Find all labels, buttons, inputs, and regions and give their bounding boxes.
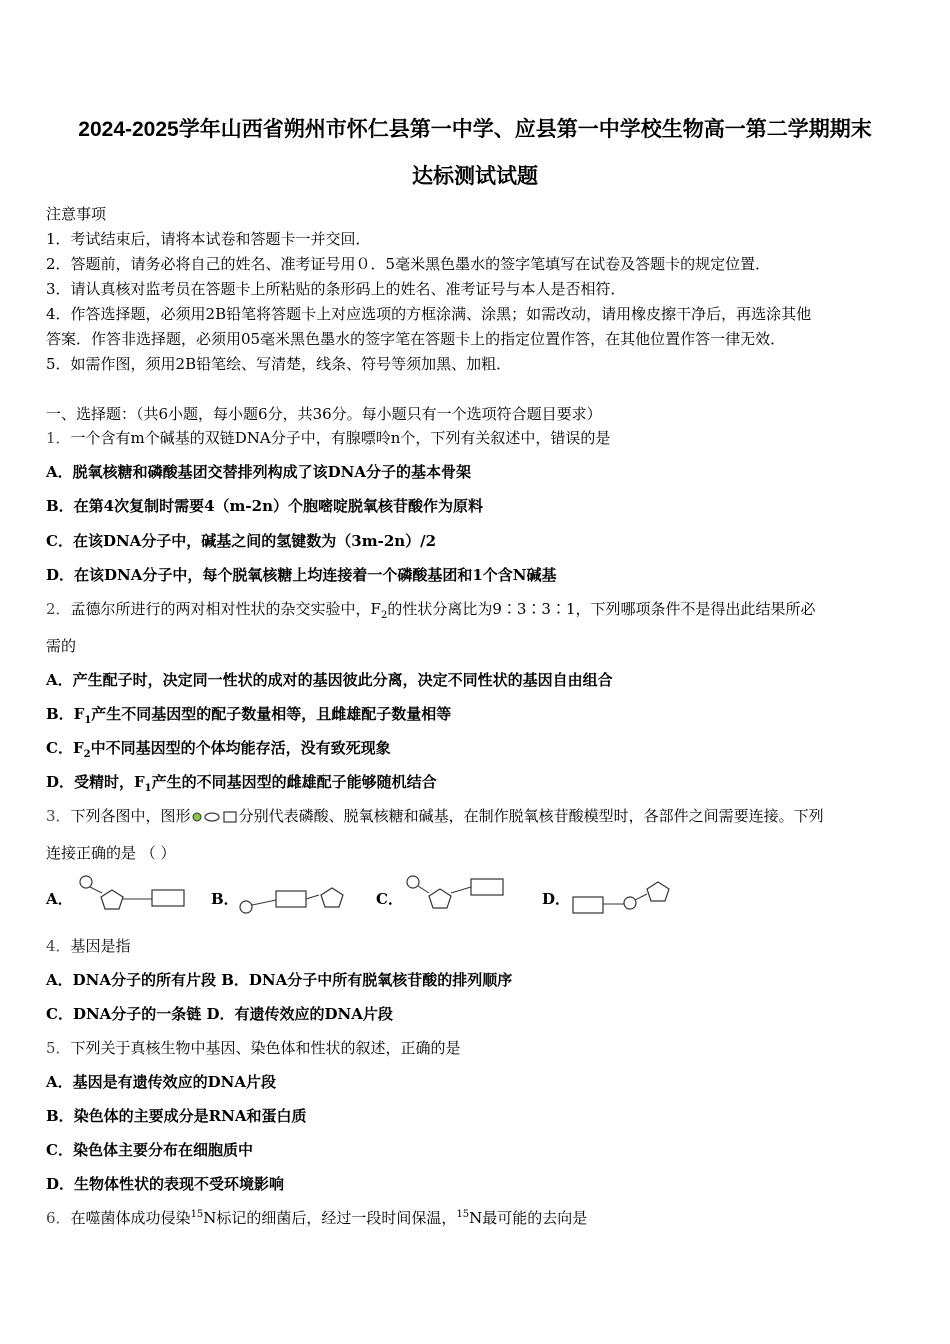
question-number: 1．: [46, 429, 71, 447]
subscript: 1: [84, 715, 92, 726]
q2-option-a: A．产生配子时，决定同一性状的成对的基因彼此分离，决定不同性状的基因自由组合: [46, 671, 613, 689]
q3-option-c-label: C．: [376, 890, 403, 908]
question-number: 3．: [46, 807, 71, 825]
option-text: C．F: [46, 739, 84, 757]
option-text: B．F: [46, 705, 85, 723]
subscript: 1: [144, 783, 152, 794]
notice-heading: 注意事项: [46, 205, 107, 223]
option-text: 产生不同基因型的配子数量相等，且雌雄配子数量相等: [91, 705, 452, 723]
question-4-stem: [46, 935, 131, 956]
q1-option-d: D．在该DNA分子中，每个脱氧核糖上均连接着一个磷酸基团和1个含N碱基: [46, 566, 557, 584]
question-text: 孟德尔所进行的两对相对性状的杂交实验中，F: [70, 600, 381, 618]
q3-option-a-figure: [74, 873, 194, 918]
notice-item: 2．答题前，请务必将自己的姓名、准考证号用０．5毫米黑色墨水的签字笔填写在试卷及答题卡的规定位置．: [46, 255, 771, 273]
question-text: 分别代表磷酸、脱氧核糖和碱基，在制作脱氧核苷酸模型时，各部件之间需要连接。下列: [238, 807, 824, 825]
q3-option-b-figure: [236, 873, 356, 918]
q2-option-b: [46, 703, 451, 726]
question-number: 2．: [46, 600, 71, 618]
question-text: 的性状分离比为9∶3∶3∶1，下列哪项条件不是得出此结果所必: [387, 600, 816, 618]
option-text: 中不同基因型的个体均能存活，没有致死现象: [90, 739, 391, 757]
question-6-stem: [46, 1207, 587, 1228]
question-text: 下列关于真核生物中基因、染色体和性状的叙述，正确的是: [70, 1039, 461, 1057]
question-2-stem-cont: 需的: [46, 637, 77, 655]
q2-option-c: [46, 737, 391, 760]
exam-title-line1: 2024-2025学年山西省朔州市怀仁县第一中学、应县第一中学校生物高一第二学期期末: [78, 118, 872, 141]
notice-item: 4．作答选择题，必须用2B铅笔将答题卡上对应选项的方框涂满、涂黑；如需改动，请用橡皮擦干净后，再选涂其他: [46, 305, 812, 323]
question-number: 6．: [46, 1209, 71, 1227]
question-number: 5．: [46, 1039, 71, 1057]
question-text: N最可能的去向是: [469, 1209, 588, 1227]
option-text: 产生的不同基因型的雌雄配子能够随机结合: [151, 773, 437, 791]
q3-figure-options: [46, 873, 696, 918]
question-5-stem: [46, 1037, 461, 1058]
question-3-stem: [46, 805, 824, 826]
notice-item: 答案．作答非选择题，必须用05毫米黑色墨水的签字笔在答题卡上的指定位置作答，在其他位置作答一律无效．: [46, 330, 786, 348]
question-2-stem: [46, 598, 816, 621]
notice-item: 1．考试结束后，请将本试卷和答题卡一并交回．: [46, 230, 371, 248]
q4-options-ab: A．DNA分子的所有片段 B．DNA分子中所有脱氧核苷酸的排列顺序: [46, 971, 513, 989]
q5-option-b: B．染色体的主要成分是RNA和蛋白质: [46, 1107, 307, 1125]
q4-options-cd: C．DNA分子的一条链 D．有遗传效应的DNA片段: [46, 1005, 393, 1023]
q1-option-b: B．在第4次复制时需要4（m-2n）个胞嘧啶脱氧核苷酸作为原料: [46, 497, 483, 515]
q3-option-c-figure: [401, 873, 521, 918]
q1-option-c: C．在该DNA分子中，碱基之间的氢键数为（3m-2n）/2: [46, 532, 437, 550]
question-text: N标记的细菌后，经过一段时间保温，: [203, 1209, 457, 1227]
legend-shapes-icon: [191, 810, 239, 824]
notice-item: 5．如需作图，须用2B铅笔绘、写清楚，线条、符号等须加黑、加粗．: [46, 355, 512, 373]
superscript: 15: [456, 1209, 470, 1220]
q3-option-a-label: A．: [46, 890, 73, 908]
question-text: 一个含有m个碱基的双链DNA分子中，有腺嘌呤n个，下列有关叙述中，错误的是: [70, 429, 611, 447]
q3-option-b-label: B．: [211, 890, 239, 908]
q3-option-d-label: D．: [542, 890, 571, 908]
question-number: 4．: [46, 937, 71, 955]
question-text: 下列各图中，图形: [70, 807, 191, 825]
q1-option-a: A．脱氧核糖和磷酸基团交替排列构成了该DNA分子的基本骨架: [46, 463, 471, 481]
question-text: 在噬菌体成功侵染: [70, 1209, 191, 1227]
exam-title-line2: 达标测试试题: [412, 165, 538, 188]
q5-option-a: A．基因是有遗传效应的DNA片段: [46, 1073, 276, 1091]
section-heading: 一、选择题：（共6小题，每小题6分，共36分。每小题只有一个选项符合题目要求）: [46, 405, 602, 423]
option-text: D．受精时，F: [46, 773, 145, 791]
question-text: 基因是指: [70, 937, 131, 955]
subscript: 2: [83, 749, 91, 760]
question-3-stem-cont: 连接正确的是 （ ）: [46, 844, 176, 862]
notice-item: 3．请认真核对监考员在答题卡上所粘贴的条形码上的姓名、准考证号与本人是否相符．: [46, 280, 626, 298]
question-1-stem: [46, 427, 610, 448]
q2-option-d: [46, 771, 437, 794]
superscript: 15: [190, 1209, 204, 1220]
q5-option-c: C．染色体主要分布在细胞质中: [46, 1141, 253, 1159]
q3-option-d-figure: [569, 873, 699, 918]
q5-option-d: D．生物体性状的表现不受环境影响: [46, 1175, 285, 1193]
subscript: 2: [380, 610, 388, 621]
